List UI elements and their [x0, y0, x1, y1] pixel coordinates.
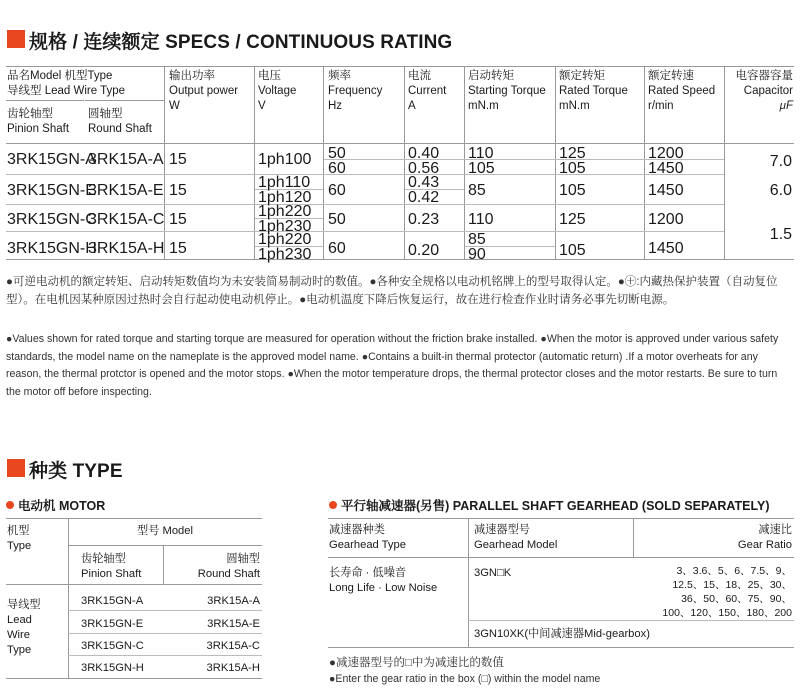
row-h-freq: 60 [328, 240, 346, 257]
hdr-round-cn: 圆轴型 [88, 108, 123, 120]
hdr-model-en: 导线型 Lead Wire Type [7, 85, 126, 97]
row-h-current: 0.20 [408, 242, 440, 259]
gear-ratio-cn: 减速比 [758, 524, 792, 536]
row-c-voltage-1: 1ph220 [258, 203, 312, 220]
hdr-power-cn: 输出功率 [169, 70, 215, 82]
hdr-voltage-cn: 电压 [258, 70, 281, 82]
hdr-freq-cn: 频率 [328, 70, 351, 82]
specs-note-en: ●Values shown for rated torque and starting torque are measured for operation without the friction brake installed. ●When the motor is approved under various safety standards, the model name on the nameplate is the approved model name. ●Contains a built-in thermal protector (automatic return) .If a motor overheats for any reason, the thermal protctor is opened and the motor stops. ●When the motor temperature drops, the thermal protector closes and the motor restarts. Be sure to turn the motor off before inspecting. [6, 333, 779, 398]
hdr-rated-unit: mN.m [559, 100, 590, 112]
motor-row-4-pinion: 3RK15GN-H [81, 662, 144, 674]
row-h-start-2: 90 [468, 246, 486, 263]
gear-model-cn: 减速器型号 [474, 524, 530, 536]
motor-row-3-pinion: 3RK15GN-C [81, 640, 144, 652]
section-marker [7, 30, 25, 48]
motor-row-2-pinion: 3RK15GN-E [81, 618, 144, 630]
hdr-current-cn: 电流 [408, 70, 431, 82]
motor-row-1-round: 3RK15A-A [207, 595, 260, 607]
row-e-freq: 60 [328, 182, 346, 199]
hdr-speed-en: Rated Speed [648, 85, 716, 97]
gear-ratios-4: 100、120、150、180、200 [662, 607, 792, 619]
row-a-current-1: 0.40 [408, 145, 440, 162]
gearhead-table [328, 518, 794, 648]
row-h-voltage-1: 1ph220 [258, 231, 312, 248]
gear-ratios-3: 36、50、60、75、90、 [681, 593, 792, 605]
row-a-freq-2: 60 [328, 160, 346, 177]
specs-table [6, 67, 794, 262]
row-c-round: 3RK15A-C [88, 211, 165, 228]
hdr-current-unit: A [408, 100, 416, 112]
gear-ratios-2: 12.5、15、18、25、30、 [672, 579, 792, 591]
row-a-current-2: 0.56 [408, 160, 440, 177]
gearhead-title-text: 平行轴减速器(另售) PARALLEL SHAFT GEARHEAD (SOLD SEPARATELY) [341, 499, 770, 513]
row-e-voltage-2: 1ph120 [258, 189, 312, 206]
row-c-start: 110 [468, 211, 494, 228]
hdr-power-en: Output power [169, 85, 239, 97]
hdr-freq-unit: Hz [328, 100, 343, 112]
row-c-pinion: 3RK15GN-C [7, 211, 97, 228]
hdr-rated-cn: 额定转矩 [559, 70, 605, 82]
hdr-voltage-unit: V [258, 100, 266, 112]
hdr-start-cn: 启动转矩 [468, 70, 514, 82]
motor-round-en: Round Shaft [197, 568, 260, 580]
row-c-voltage-2: 1ph230 [258, 218, 312, 235]
motor-model-header: 型号 Model [137, 525, 193, 537]
gear-type-en: Gearhead Type [329, 539, 406, 551]
motor-type-en: Type [7, 540, 32, 552]
row-e-current-2: 0.42 [408, 189, 440, 206]
row-e-speed: 1450 [648, 182, 684, 199]
motor-title-text: 电动机 MOTOR [18, 499, 106, 513]
hdr-cap-unit: μF [779, 100, 793, 112]
row-c-freq: 50 [328, 211, 346, 228]
row-h-start-1: 85 [468, 231, 486, 248]
row-c-speed: 1200 [648, 211, 684, 228]
gear-note-en: ●Enter the gear ratio in the box (□) within the model name [329, 673, 601, 685]
motor-row-1-pinion: 3RK15GN-A [81, 595, 144, 607]
motor-table [6, 518, 262, 680]
motor-round-cn: 圆轴型 [226, 553, 260, 565]
hdr-power-unit: W [169, 100, 180, 112]
row-a-voltage: 1ph100 [258, 151, 312, 168]
row-c-current: 0.23 [408, 211, 440, 228]
hdr-speed-cn: 额定转速 [648, 70, 694, 82]
specs-title: 规格 / 连续额定 SPECS / CONTINUOUS RATING [29, 32, 453, 53]
bullet-icon [6, 501, 14, 509]
row-e-round: 3RK15A-E [88, 182, 164, 199]
motor-pinion-cn: 齿轮轴型 [81, 553, 126, 565]
row-a-round: 3RK15A-A [88, 151, 164, 168]
specs-note-cn: ●可逆电动机的额定转矩、启动转矩数值均为未安装简易制动时的数值。●各种安全规格以电动机铭牌上的型号取得认定。●㊉:内藏热保护装置（自动复位型）。在电机因某种原因过热时会自行起动使电动机停止。●电动机温度下降后恢复运行，故在进行检查作业时请务必事先切断电源。 [6, 276, 778, 306]
hdr-start-en: Starting Torque [468, 85, 546, 97]
row-e-start: 85 [468, 182, 486, 199]
hdr-current-en: Current [408, 85, 447, 97]
gear-type-cn: 减速器种类 [329, 524, 385, 536]
gear-ratios-1: 3、3.6、5、6、7.5、9、 [676, 565, 792, 577]
row-h-pinion: 3RK15GN-H [7, 240, 97, 257]
hdr-freq-en: Frequency [328, 85, 383, 97]
hdr-round-en: Round Shaft [88, 123, 152, 135]
gear-mid: 3GN10XK(中间减速器Mid-gearbox) [474, 628, 650, 640]
motor-row-3-round: 3RK15A-C [206, 640, 260, 652]
hdr-cap-cn: 电容器容量 [735, 70, 793, 82]
row-c-power: 15 [169, 211, 187, 228]
hdr-rated-en: Rated Torque [559, 85, 628, 97]
gear-note-cn: ●减速器型号的□中为减速比的数值 [329, 657, 504, 669]
row-a-speed-2: 1450 [648, 160, 684, 177]
row-a-start-1: 110 [468, 145, 494, 162]
motor-type-cn: 机型 [7, 525, 30, 537]
hdr-speed-unit: r/min [648, 100, 674, 112]
gear-ratio-en: Gear Ratio [737, 539, 792, 551]
hdr-start-unit: mN.m [468, 100, 499, 112]
gear-kind-en: Long Life · Low Noise [329, 582, 438, 594]
row-a-pinion: 3RK15GN-A [7, 151, 96, 168]
row-h-speed: 1450 [648, 240, 684, 257]
hdr-cap-en: Capacitor [743, 85, 793, 97]
row-c-cap: 1.5 [769, 226, 792, 243]
gear-kind-cn: 长寿命 · 低噪音 [329, 567, 407, 579]
gear-model-value: 3GN□K [474, 567, 512, 579]
row-e-pinion: 3RK15GN-E [7, 182, 96, 199]
row-h-voltage-2: 1ph230 [258, 246, 312, 263]
row-h-round: 3RK15A-H [88, 240, 165, 257]
row-e-rated: 105 [559, 182, 586, 199]
motor-lead-3: Wire [7, 629, 30, 641]
row-a-freq-1: 50 [328, 145, 346, 162]
section-marker [7, 459, 25, 477]
row-a-rated-1: 125 [559, 145, 586, 162]
motor-pinion-en: Pinion Shaft [81, 568, 142, 580]
hdr-pinion-en: Pinion Shaft [7, 123, 70, 135]
gear-model-en: Gearhead Model [474, 539, 558, 551]
row-a-power: 15 [169, 151, 187, 168]
hdr-voltage-en: Voltage [258, 85, 297, 97]
row-e-current-1: 0.43 [408, 174, 440, 191]
gearhead-title [329, 496, 769, 514]
row-e-cap: 6.0 [769, 182, 792, 199]
type-title: 种类 TYPE [29, 461, 123, 482]
row-a-rated-2: 105 [559, 160, 586, 177]
bullet-icon [329, 501, 337, 509]
hdr-pinion-cn: 齿轮轴型 [7, 108, 53, 120]
motor-row-2-round: 3RK15A-E [207, 618, 260, 630]
row-h-rated: 105 [559, 242, 586, 259]
row-e-power: 15 [169, 182, 187, 199]
hdr-model-cn: 品名Model 机型Type [7, 70, 113, 82]
motor-title [6, 496, 105, 514]
motor-lead-4: Type [7, 644, 32, 656]
motor-lead-1: 导线型 [7, 599, 41, 611]
row-c-rated: 125 [559, 211, 586, 228]
row-a-start-2: 105 [468, 160, 495, 177]
row-h-power: 15 [169, 240, 187, 257]
row-e-voltage-1: 1ph110 [258, 174, 311, 191]
row-a-cap: 7.0 [769, 153, 792, 170]
motor-row-4-round: 3RK15A-H [206, 662, 260, 674]
motor-lead-2: Lead [7, 614, 32, 626]
row-a-speed-1: 1200 [648, 145, 684, 162]
